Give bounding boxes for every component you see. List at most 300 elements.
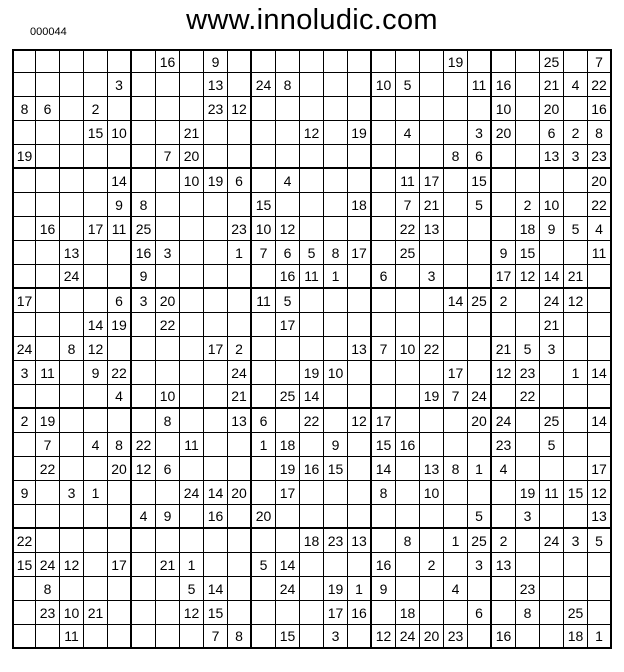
grid-cell[interactable]: [348, 49, 372, 73]
grid-cell[interactable]: 15: [276, 625, 300, 649]
grid-cell[interactable]: [84, 289, 108, 313]
grid-cell[interactable]: 14: [108, 169, 132, 193]
grid-cell[interactable]: [108, 481, 132, 505]
grid-cell[interactable]: 16: [204, 505, 228, 529]
grid-cell[interactable]: [228, 505, 252, 529]
grid-cell[interactable]: [372, 49, 396, 73]
grid-cell[interactable]: 1: [180, 553, 204, 577]
grid-cell[interactable]: 12: [588, 481, 612, 505]
grid-cell[interactable]: [204, 529, 228, 553]
grid-cell[interactable]: 2: [516, 193, 540, 217]
grid-cell[interactable]: 15: [564, 481, 588, 505]
grid-cell[interactable]: 25: [468, 289, 492, 313]
grid-cell[interactable]: [324, 505, 348, 529]
grid-cell[interactable]: [516, 529, 540, 553]
grid-cell[interactable]: 17: [492, 265, 516, 289]
grid-cell[interactable]: 15: [372, 433, 396, 457]
grid-cell[interactable]: [180, 217, 204, 241]
grid-cell[interactable]: 6: [468, 601, 492, 625]
grid-cell[interactable]: [132, 49, 156, 73]
grid-cell[interactable]: 10: [396, 337, 420, 361]
grid-cell[interactable]: [564, 433, 588, 457]
grid-cell[interactable]: 17: [588, 457, 612, 481]
grid-cell[interactable]: [84, 241, 108, 265]
grid-cell[interactable]: [564, 385, 588, 409]
grid-cell[interactable]: 8: [12, 97, 36, 121]
grid-cell[interactable]: 11: [588, 241, 612, 265]
grid-cell[interactable]: [252, 529, 276, 553]
grid-cell[interactable]: [84, 553, 108, 577]
grid-cell[interactable]: 16: [156, 49, 180, 73]
grid-cell[interactable]: [516, 73, 540, 97]
grid-cell[interactable]: 24: [540, 289, 564, 313]
grid-cell[interactable]: 14: [540, 265, 564, 289]
grid-cell[interactable]: 4: [492, 457, 516, 481]
grid-cell[interactable]: 16: [372, 553, 396, 577]
grid-cell[interactable]: 17: [372, 409, 396, 433]
grid-cell[interactable]: [420, 121, 444, 145]
grid-cell[interactable]: 24: [252, 73, 276, 97]
grid-cell[interactable]: [588, 265, 612, 289]
grid-cell[interactable]: 5: [516, 337, 540, 361]
grid-cell[interactable]: 8: [132, 193, 156, 217]
grid-cell[interactable]: [468, 97, 492, 121]
grid-cell[interactable]: 22: [156, 313, 180, 337]
grid-cell[interactable]: [156, 433, 180, 457]
grid-cell[interactable]: [252, 49, 276, 73]
grid-cell[interactable]: 14: [204, 577, 228, 601]
grid-cell[interactable]: [420, 529, 444, 553]
grid-cell[interactable]: 6: [36, 97, 60, 121]
grid-cell[interactable]: 19: [420, 385, 444, 409]
grid-cell[interactable]: [180, 289, 204, 313]
grid-cell[interactable]: 3: [108, 73, 132, 97]
grid-cell[interactable]: 11: [252, 289, 276, 313]
grid-cell[interactable]: [588, 385, 612, 409]
grid-cell[interactable]: [564, 97, 588, 121]
grid-cell[interactable]: 20: [420, 625, 444, 649]
grid-cell[interactable]: [420, 577, 444, 601]
grid-cell[interactable]: [396, 265, 420, 289]
grid-cell[interactable]: [588, 433, 612, 457]
grid-cell[interactable]: [516, 313, 540, 337]
grid-cell[interactable]: 20: [492, 121, 516, 145]
grid-cell[interactable]: [180, 241, 204, 265]
grid-cell[interactable]: 18: [276, 433, 300, 457]
grid-cell[interactable]: [564, 457, 588, 481]
grid-cell[interactable]: 1: [348, 577, 372, 601]
grid-cell[interactable]: [540, 625, 564, 649]
grid-cell[interactable]: [228, 433, 252, 457]
grid-cell[interactable]: 5: [540, 433, 564, 457]
grid-cell[interactable]: 19: [516, 481, 540, 505]
grid-cell[interactable]: [324, 193, 348, 217]
grid-cell[interactable]: 9: [204, 49, 228, 73]
grid-cell[interactable]: 17: [324, 601, 348, 625]
grid-cell[interactable]: [12, 49, 36, 73]
grid-cell[interactable]: [372, 289, 396, 313]
grid-cell[interactable]: 8: [444, 457, 468, 481]
grid-cell[interactable]: 25: [132, 217, 156, 241]
grid-cell[interactable]: 15: [252, 193, 276, 217]
grid-cell[interactable]: [468, 241, 492, 265]
grid-cell[interactable]: [564, 409, 588, 433]
grid-cell[interactable]: [324, 289, 348, 313]
grid-cell[interactable]: [444, 337, 468, 361]
grid-cell[interactable]: [156, 169, 180, 193]
grid-cell[interactable]: 19: [348, 121, 372, 145]
grid-cell[interactable]: 22: [12, 529, 36, 553]
grid-cell[interactable]: [84, 577, 108, 601]
grid-cell[interactable]: [276, 529, 300, 553]
grid-cell[interactable]: 12: [348, 409, 372, 433]
grid-cell[interactable]: [420, 289, 444, 313]
grid-cell[interactable]: [108, 601, 132, 625]
grid-cell[interactable]: [396, 481, 420, 505]
grid-cell[interactable]: [132, 73, 156, 97]
grid-cell[interactable]: 9: [540, 217, 564, 241]
grid-cell[interactable]: [132, 553, 156, 577]
grid-cell[interactable]: 18: [348, 193, 372, 217]
grid-cell[interactable]: 20: [468, 409, 492, 433]
grid-cell[interactable]: [396, 553, 420, 577]
grid-cell[interactable]: [468, 361, 492, 385]
grid-cell[interactable]: [156, 577, 180, 601]
grid-cell[interactable]: 25: [540, 49, 564, 73]
grid-cell[interactable]: 2: [84, 97, 108, 121]
grid-cell[interactable]: 23: [444, 625, 468, 649]
grid-cell[interactable]: 23: [36, 601, 60, 625]
grid-cell[interactable]: 17: [84, 217, 108, 241]
grid-cell[interactable]: [228, 289, 252, 313]
grid-cell[interactable]: [420, 145, 444, 169]
grid-cell[interactable]: [468, 577, 492, 601]
grid-cell[interactable]: 20: [180, 145, 204, 169]
grid-cell[interactable]: [132, 385, 156, 409]
grid-cell[interactable]: 24: [12, 337, 36, 361]
grid-cell[interactable]: [372, 529, 396, 553]
grid-cell[interactable]: 16: [276, 265, 300, 289]
grid-cell[interactable]: [108, 97, 132, 121]
grid-cell[interactable]: 18: [564, 625, 588, 649]
grid-cell[interactable]: [516, 289, 540, 313]
grid-cell[interactable]: 8: [324, 241, 348, 265]
grid-cell[interactable]: [588, 577, 612, 601]
grid-cell[interactable]: 21: [180, 121, 204, 145]
grid-cell[interactable]: [444, 169, 468, 193]
grid-cell[interactable]: 3: [156, 241, 180, 265]
grid-cell[interactable]: [252, 97, 276, 121]
grid-cell[interactable]: [540, 601, 564, 625]
grid-cell[interactable]: [156, 361, 180, 385]
grid-cell[interactable]: [348, 289, 372, 313]
grid-cell[interactable]: 14: [588, 409, 612, 433]
grid-cell[interactable]: [348, 433, 372, 457]
grid-cell[interactable]: 25: [396, 241, 420, 265]
grid-cell[interactable]: [108, 337, 132, 361]
grid-cell[interactable]: 11: [468, 73, 492, 97]
grid-cell[interactable]: [12, 169, 36, 193]
grid-cell[interactable]: 11: [300, 265, 324, 289]
grid-cell[interactable]: [348, 145, 372, 169]
grid-cell[interactable]: [60, 409, 84, 433]
grid-cell[interactable]: 5: [252, 553, 276, 577]
grid-cell[interactable]: [348, 73, 372, 97]
grid-cell[interactable]: [300, 97, 324, 121]
grid-cell[interactable]: [564, 337, 588, 361]
grid-cell[interactable]: 17: [444, 361, 468, 385]
grid-cell[interactable]: [348, 481, 372, 505]
grid-cell[interactable]: [276, 49, 300, 73]
grid-cell[interactable]: [60, 73, 84, 97]
grid-cell[interactable]: 21: [492, 337, 516, 361]
grid-cell[interactable]: [540, 361, 564, 385]
grid-cell[interactable]: [300, 49, 324, 73]
grid-cell[interactable]: [180, 625, 204, 649]
grid-cell[interactable]: 1: [444, 529, 468, 553]
grid-cell[interactable]: 13: [348, 337, 372, 361]
grid-cell[interactable]: 22: [588, 193, 612, 217]
grid-cell[interactable]: 20: [228, 481, 252, 505]
grid-cell[interactable]: [36, 73, 60, 97]
grid-cell[interactable]: [36, 625, 60, 649]
grid-cell[interactable]: [132, 601, 156, 625]
grid-cell[interactable]: [324, 553, 348, 577]
grid-cell[interactable]: [372, 313, 396, 337]
grid-cell[interactable]: 13: [60, 241, 84, 265]
grid-cell[interactable]: 12: [516, 265, 540, 289]
grid-cell[interactable]: [396, 409, 420, 433]
grid-cell[interactable]: [12, 217, 36, 241]
grid-cell[interactable]: [300, 553, 324, 577]
grid-cell[interactable]: 1: [228, 241, 252, 265]
grid-cell[interactable]: [300, 601, 324, 625]
grid-cell[interactable]: 1: [324, 265, 348, 289]
grid-cell[interactable]: 3: [564, 145, 588, 169]
grid-cell[interactable]: 6: [372, 265, 396, 289]
grid-cell[interactable]: 12: [492, 361, 516, 385]
grid-cell[interactable]: [36, 289, 60, 313]
grid-cell[interactable]: [540, 241, 564, 265]
grid-cell[interactable]: 19: [300, 361, 324, 385]
grid-cell[interactable]: 3: [564, 529, 588, 553]
grid-cell[interactable]: [12, 121, 36, 145]
grid-cell[interactable]: [60, 97, 84, 121]
grid-cell[interactable]: 12: [228, 97, 252, 121]
grid-cell[interactable]: [564, 241, 588, 265]
grid-cell[interactable]: [204, 145, 228, 169]
grid-cell[interactable]: [420, 601, 444, 625]
grid-cell[interactable]: [132, 361, 156, 385]
grid-cell[interactable]: [348, 625, 372, 649]
grid-cell[interactable]: [252, 169, 276, 193]
grid-cell[interactable]: [444, 193, 468, 217]
grid-cell[interactable]: 21: [564, 265, 588, 289]
grid-cell[interactable]: 3: [540, 337, 564, 361]
grid-cell[interactable]: [60, 193, 84, 217]
grid-cell[interactable]: 2: [492, 529, 516, 553]
grid-cell[interactable]: [372, 169, 396, 193]
grid-cell[interactable]: [84, 409, 108, 433]
grid-cell[interactable]: 19: [36, 409, 60, 433]
grid-cell[interactable]: 23: [492, 433, 516, 457]
grid-cell[interactable]: [276, 145, 300, 169]
grid-cell[interactable]: [252, 121, 276, 145]
grid-cell[interactable]: 14: [84, 313, 108, 337]
grid-cell[interactable]: [324, 169, 348, 193]
grid-cell[interactable]: 25: [564, 601, 588, 625]
grid-cell[interactable]: 8: [372, 481, 396, 505]
grid-cell[interactable]: [516, 457, 540, 481]
grid-cell[interactable]: 24: [540, 529, 564, 553]
grid-cell[interactable]: [300, 145, 324, 169]
grid-cell[interactable]: [492, 505, 516, 529]
grid-cell[interactable]: [444, 97, 468, 121]
grid-cell[interactable]: 1: [564, 361, 588, 385]
grid-cell[interactable]: [12, 457, 36, 481]
grid-cell[interactable]: [588, 313, 612, 337]
grid-cell[interactable]: [396, 145, 420, 169]
grid-cell[interactable]: [564, 193, 588, 217]
grid-cell[interactable]: [12, 433, 36, 457]
grid-cell[interactable]: 17: [348, 241, 372, 265]
grid-cell[interactable]: 20: [108, 457, 132, 481]
grid-cell[interactable]: 11: [540, 481, 564, 505]
grid-cell[interactable]: 10: [60, 601, 84, 625]
grid-cell[interactable]: 10: [108, 121, 132, 145]
grid-cell[interactable]: [252, 145, 276, 169]
grid-cell[interactable]: [540, 169, 564, 193]
grid-cell[interactable]: 5: [276, 289, 300, 313]
grid-cell[interactable]: 21: [228, 385, 252, 409]
grid-cell[interactable]: [588, 553, 612, 577]
grid-cell[interactable]: [108, 529, 132, 553]
grid-cell[interactable]: [372, 145, 396, 169]
grid-cell[interactable]: [36, 529, 60, 553]
grid-cell[interactable]: [396, 361, 420, 385]
grid-cell[interactable]: [396, 385, 420, 409]
grid-cell[interactable]: [156, 193, 180, 217]
grid-cell[interactable]: [108, 145, 132, 169]
grid-cell[interactable]: [156, 217, 180, 241]
grid-cell[interactable]: 2: [564, 121, 588, 145]
grid-cell[interactable]: 12: [276, 217, 300, 241]
grid-cell[interactable]: [228, 49, 252, 73]
grid-cell[interactable]: 16: [396, 433, 420, 457]
grid-cell[interactable]: [252, 385, 276, 409]
grid-cell[interactable]: 24: [180, 481, 204, 505]
grid-cell[interactable]: 2: [12, 409, 36, 433]
grid-cell[interactable]: [516, 49, 540, 73]
grid-cell[interactable]: 6: [108, 289, 132, 313]
grid-cell[interactable]: 12: [564, 289, 588, 313]
grid-cell[interactable]: 25: [540, 409, 564, 433]
grid-cell[interactable]: 17: [276, 481, 300, 505]
grid-cell[interactable]: 12: [132, 457, 156, 481]
grid-cell[interactable]: 10: [492, 97, 516, 121]
grid-cell[interactable]: [204, 553, 228, 577]
grid-cell[interactable]: 7: [156, 145, 180, 169]
grid-cell[interactable]: [444, 313, 468, 337]
grid-cell[interactable]: [540, 385, 564, 409]
grid-cell[interactable]: 7: [588, 49, 612, 73]
grid-cell[interactable]: [12, 601, 36, 625]
grid-cell[interactable]: 6: [468, 145, 492, 169]
grid-cell[interactable]: [348, 385, 372, 409]
grid-cell[interactable]: [156, 625, 180, 649]
grid-cell[interactable]: [516, 145, 540, 169]
grid-cell[interactable]: [516, 625, 540, 649]
grid-cell[interactable]: 12: [372, 625, 396, 649]
grid-cell[interactable]: [60, 313, 84, 337]
grid-cell[interactable]: [12, 193, 36, 217]
grid-cell[interactable]: 15: [468, 169, 492, 193]
grid-cell[interactable]: [204, 457, 228, 481]
grid-cell[interactable]: [252, 601, 276, 625]
grid-cell[interactable]: [180, 265, 204, 289]
grid-cell[interactable]: 16: [348, 601, 372, 625]
grid-cell[interactable]: 8: [516, 601, 540, 625]
grid-cell[interactable]: [156, 481, 180, 505]
grid-cell[interactable]: 14: [588, 361, 612, 385]
grid-cell[interactable]: [516, 121, 540, 145]
grid-cell[interactable]: 19: [12, 145, 36, 169]
grid-cell[interactable]: [36, 49, 60, 73]
grid-cell[interactable]: [204, 217, 228, 241]
grid-cell[interactable]: [396, 457, 420, 481]
grid-cell[interactable]: [540, 457, 564, 481]
grid-cell[interactable]: [84, 385, 108, 409]
grid-cell[interactable]: [492, 49, 516, 73]
grid-cell[interactable]: 6: [252, 409, 276, 433]
grid-cell[interactable]: 8: [228, 625, 252, 649]
grid-cell[interactable]: [60, 577, 84, 601]
grid-cell[interactable]: 8: [444, 145, 468, 169]
grid-cell[interactable]: 4: [444, 577, 468, 601]
grid-cell[interactable]: 4: [108, 385, 132, 409]
grid-cell[interactable]: [348, 265, 372, 289]
grid-cell[interactable]: [492, 577, 516, 601]
grid-cell[interactable]: 23: [516, 577, 540, 601]
grid-cell[interactable]: 20: [540, 97, 564, 121]
grid-cell[interactable]: [372, 241, 396, 265]
grid-cell[interactable]: 11: [180, 433, 204, 457]
grid-cell[interactable]: 3: [12, 361, 36, 385]
grid-cell[interactable]: [36, 145, 60, 169]
grid-cell[interactable]: [372, 601, 396, 625]
grid-cell[interactable]: 21: [84, 601, 108, 625]
grid-cell[interactable]: 16: [492, 625, 516, 649]
grid-cell[interactable]: [204, 409, 228, 433]
grid-cell[interactable]: [276, 193, 300, 217]
grid-cell[interactable]: 9: [156, 505, 180, 529]
grid-cell[interactable]: [228, 577, 252, 601]
grid-cell[interactable]: [492, 193, 516, 217]
grid-cell[interactable]: [516, 553, 540, 577]
grid-cell[interactable]: [372, 217, 396, 241]
grid-cell[interactable]: [228, 145, 252, 169]
grid-cell[interactable]: [348, 97, 372, 121]
grid-cell[interactable]: [420, 409, 444, 433]
grid-cell[interactable]: [324, 481, 348, 505]
grid-cell[interactable]: [300, 313, 324, 337]
grid-cell[interactable]: [108, 625, 132, 649]
grid-cell[interactable]: [300, 217, 324, 241]
grid-cell[interactable]: [588, 601, 612, 625]
grid-cell[interactable]: [12, 313, 36, 337]
grid-cell[interactable]: 22: [516, 385, 540, 409]
grid-cell[interactable]: [492, 385, 516, 409]
